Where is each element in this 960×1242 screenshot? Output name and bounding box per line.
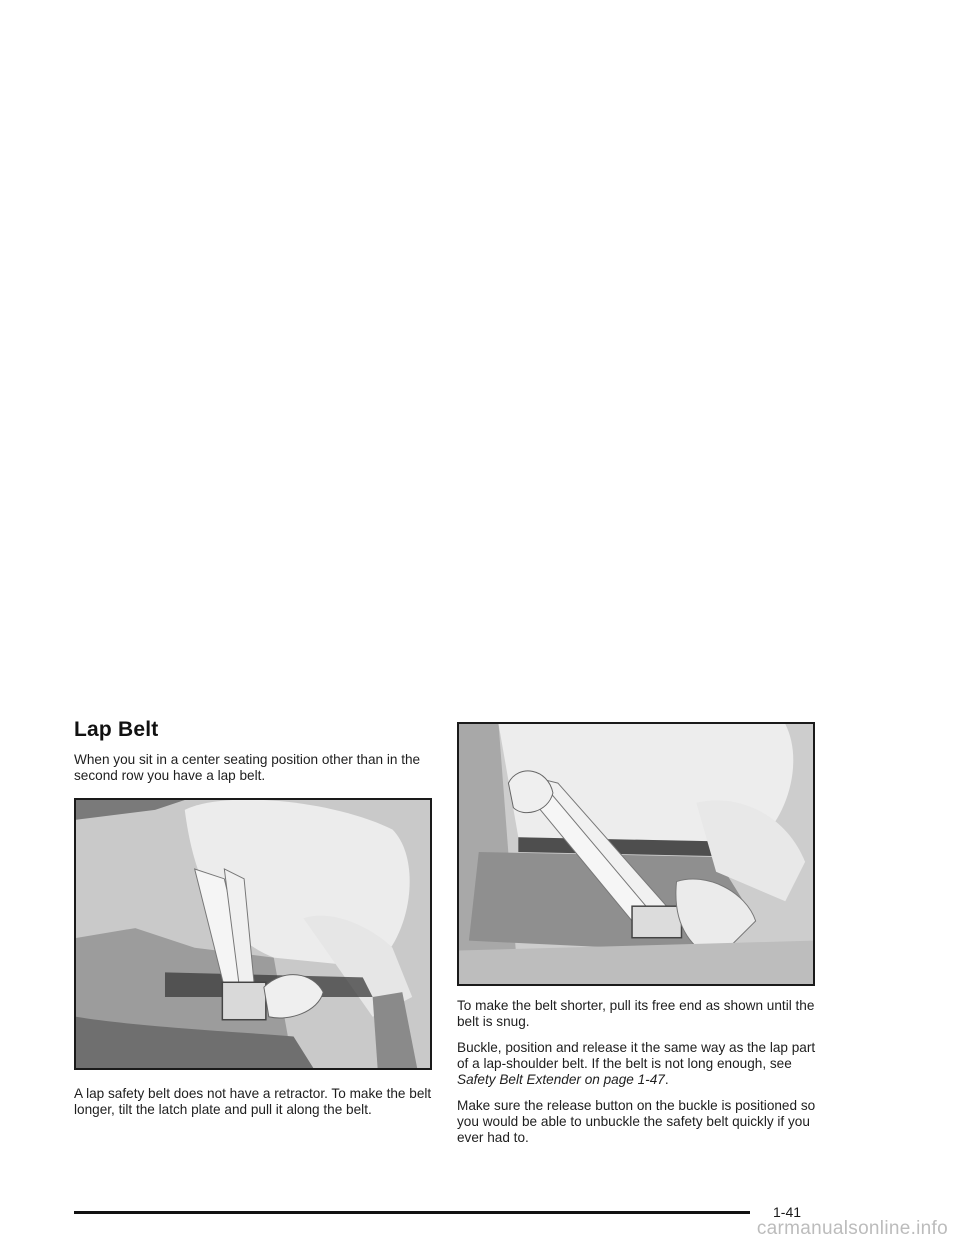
buckle-text: Buckle, position and release it the same way as the lap part of a lap-shoulder belt. If the belt is not long enough, see xyxy=(457,1040,816,1071)
release-paragraph: Make sure the release button on the buckle is positioned so you would be able to unbuckle the safety belt quickly if you ever had to. xyxy=(457,1098,816,1145)
extender-reference: Safety Belt Extender on page 1-47 xyxy=(457,1072,665,1087)
footer-rule xyxy=(74,1211,750,1214)
watermark-text: carmanualsonline.info xyxy=(756,1218,948,1239)
intro-paragraph: When you sit in a center seating position other than in the second row you have a lap belt. xyxy=(74,752,421,783)
buckle-text-end: . xyxy=(664,1072,669,1087)
lap-belt-lengthen-illustration xyxy=(74,798,432,1070)
lap-belt-shorten-illustration xyxy=(457,722,815,986)
lengthen-paragraph: A lap safety belt does not have a retractor. To make the belt longer, tilt the latch plate and pull it along the belt. xyxy=(74,1086,432,1117)
page-number: 1-41 xyxy=(773,1204,802,1220)
section-title: Lap Belt xyxy=(74,718,159,741)
left-column xyxy=(74,718,434,1128)
right-column xyxy=(457,722,819,1156)
shorten-paragraph: To make the belt shorter, pull its free end as shown until the belt is snug. xyxy=(457,998,815,1029)
buckle-paragraph xyxy=(457,1040,819,1088)
